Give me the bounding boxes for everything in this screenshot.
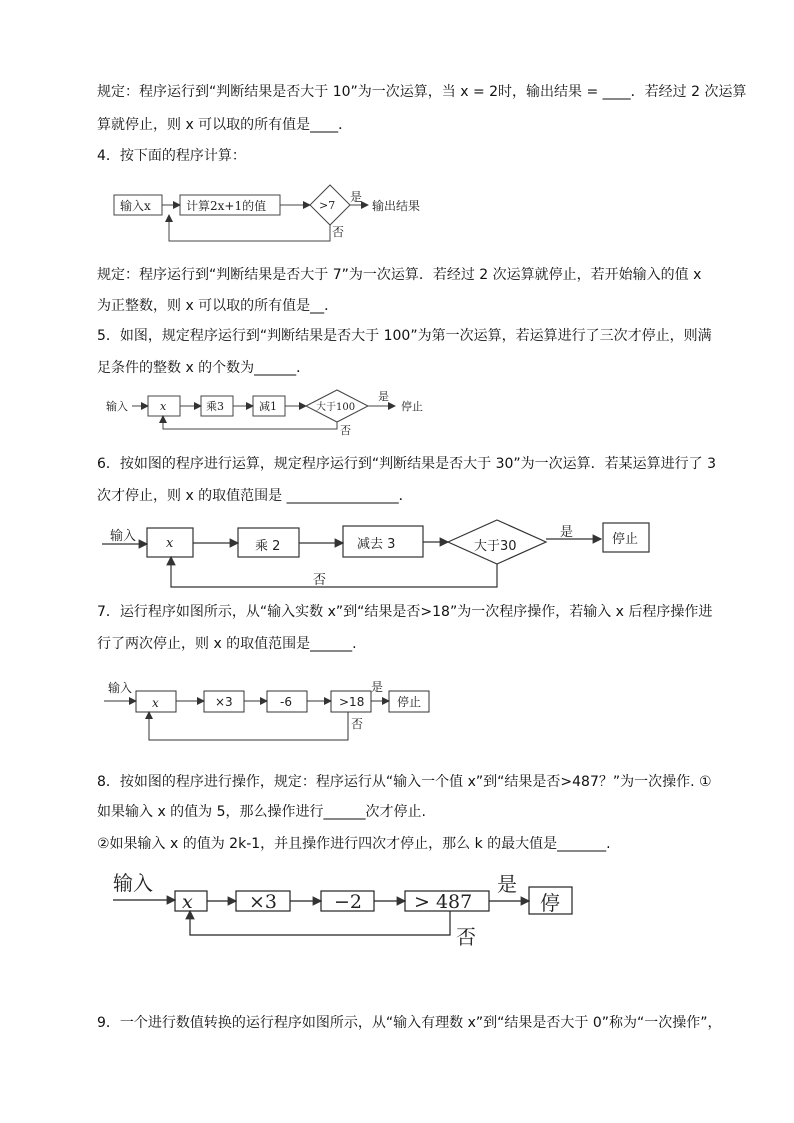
q8-input-label: 输入 — [113, 871, 153, 895]
q8-line2: 如果输入 x 的值为 5，那么操作进行______次才停止. — [97, 804, 426, 820]
q8-no-label: 否 — [456, 925, 476, 949]
q4-calc-label: 计算2x+1的值 — [186, 199, 267, 213]
q6-x-label: x — [166, 536, 174, 551]
q6-stop-label: 停止 — [612, 532, 639, 547]
q4-output-label: 输出结果 — [372, 199, 421, 213]
q8-x-label: x — [182, 891, 193, 913]
q7-x-label: x — [152, 696, 159, 710]
q6-yes-label: 是 — [560, 525, 574, 540]
q5-stop-label: 停止 — [401, 400, 423, 413]
q8-line3: ②如果输入 x 的值为 2k-1，并且操作进行四次才停止，那么 k 的最大值是_______. — [97, 836, 611, 852]
q7-stop-label: 停止 — [397, 695, 422, 709]
q7-line1: 7．运行程序如图所示，从“输入实数 x”到“结果是否>18”为一次程序操作，若输入 x 后程序操作进 — [97, 604, 713, 620]
q5-line1: 5．如图，规定程序运行到“判断结果是否大于 100”为第一次运算，若运算进行了三次才停止，则满 — [97, 328, 712, 344]
q8-line1: 8．按如图的程序进行操作，规定：程序运行从“输入一个值 x”到“结果是否>487？”为一次操作. ① — [97, 774, 712, 790]
q6-input-label: 输入 — [110, 529, 137, 544]
q3-line2: 算就停止，则 x 可以取的所有值是____． — [97, 117, 353, 133]
q5-no-label: 否 — [340, 424, 351, 437]
q5-yes-label: 是 — [378, 390, 389, 403]
q7-line2: 行了两次停止，则 x 的取值范围是______. — [97, 636, 357, 652]
q5-mul-label: 乘3 — [206, 400, 224, 413]
q4-flowchart — [114, 185, 368, 241]
q7-sub-label: -6 — [280, 695, 292, 709]
q6-sub-label: 减去 3 — [357, 537, 396, 552]
q7-no-label: 否 — [351, 717, 364, 731]
q8-yes-label: 是 — [497, 872, 517, 896]
q5-input-label: 输入 — [106, 400, 128, 413]
q7-cond-label: >18 — [339, 695, 365, 709]
q7-mul-label: ×3 — [215, 695, 233, 709]
q4-yes-label: 是 — [350, 190, 363, 204]
q5-cond-label: 大于100 — [316, 402, 356, 413]
q4-no-label: 否 — [332, 225, 345, 239]
q6-line1: 6．按如图的程序进行运算，规定程序运行到“判断结果是否大于 30”为一次运算．若某运算进行了 3 — [97, 456, 717, 472]
q6-line2: 次才停止，则 x 的取值范围是 ________________． — [97, 488, 413, 504]
q5-x-label: x — [160, 400, 167, 413]
q7-input-label: 输入 — [108, 681, 133, 695]
q5-line2: 足条件的整数 x 的个数为______． — [97, 360, 311, 376]
q6-mul-label: 乘 2 — [255, 539, 281, 554]
q4-input-label: 输入x — [120, 199, 151, 213]
q9-line1: 9．一个进行数值转换的运行程序如图所示，从“输入有理数 x”到“结果是否大于 0”称为“一次操作”， — [97, 1015, 722, 1031]
q7-yes-label: 是 — [371, 680, 384, 694]
q8-mul-label: ×3 — [249, 891, 278, 913]
q8-sub-label: −2 — [334, 891, 363, 913]
q4-line1: 规定：程序运行到“判断结果是否大于 7”为一次运算．若经过 2 次运算就停止，若开始输入的值 x — [97, 267, 702, 283]
q5-sub-label: 减1 — [259, 400, 277, 413]
q3-line1: 规定：程序运行到“判断结果是否大于 10”为一次运算，当 x = 2时，输出结果 = ____．若经过 2 次运算 — [97, 84, 747, 100]
q4-line2: 为正整数，则 x 可以取的所有值是__． — [97, 298, 339, 314]
q6-no-label: 否 — [313, 573, 327, 588]
q8-stop-label: 停 — [540, 891, 560, 915]
q4-cond-label: >7 — [319, 199, 336, 212]
q8-cond-label: > 487 — [414, 891, 473, 913]
q4-heading: 4．按下面的程序计算： — [97, 148, 246, 164]
q6-cond-label: 大于30 — [474, 539, 517, 554]
